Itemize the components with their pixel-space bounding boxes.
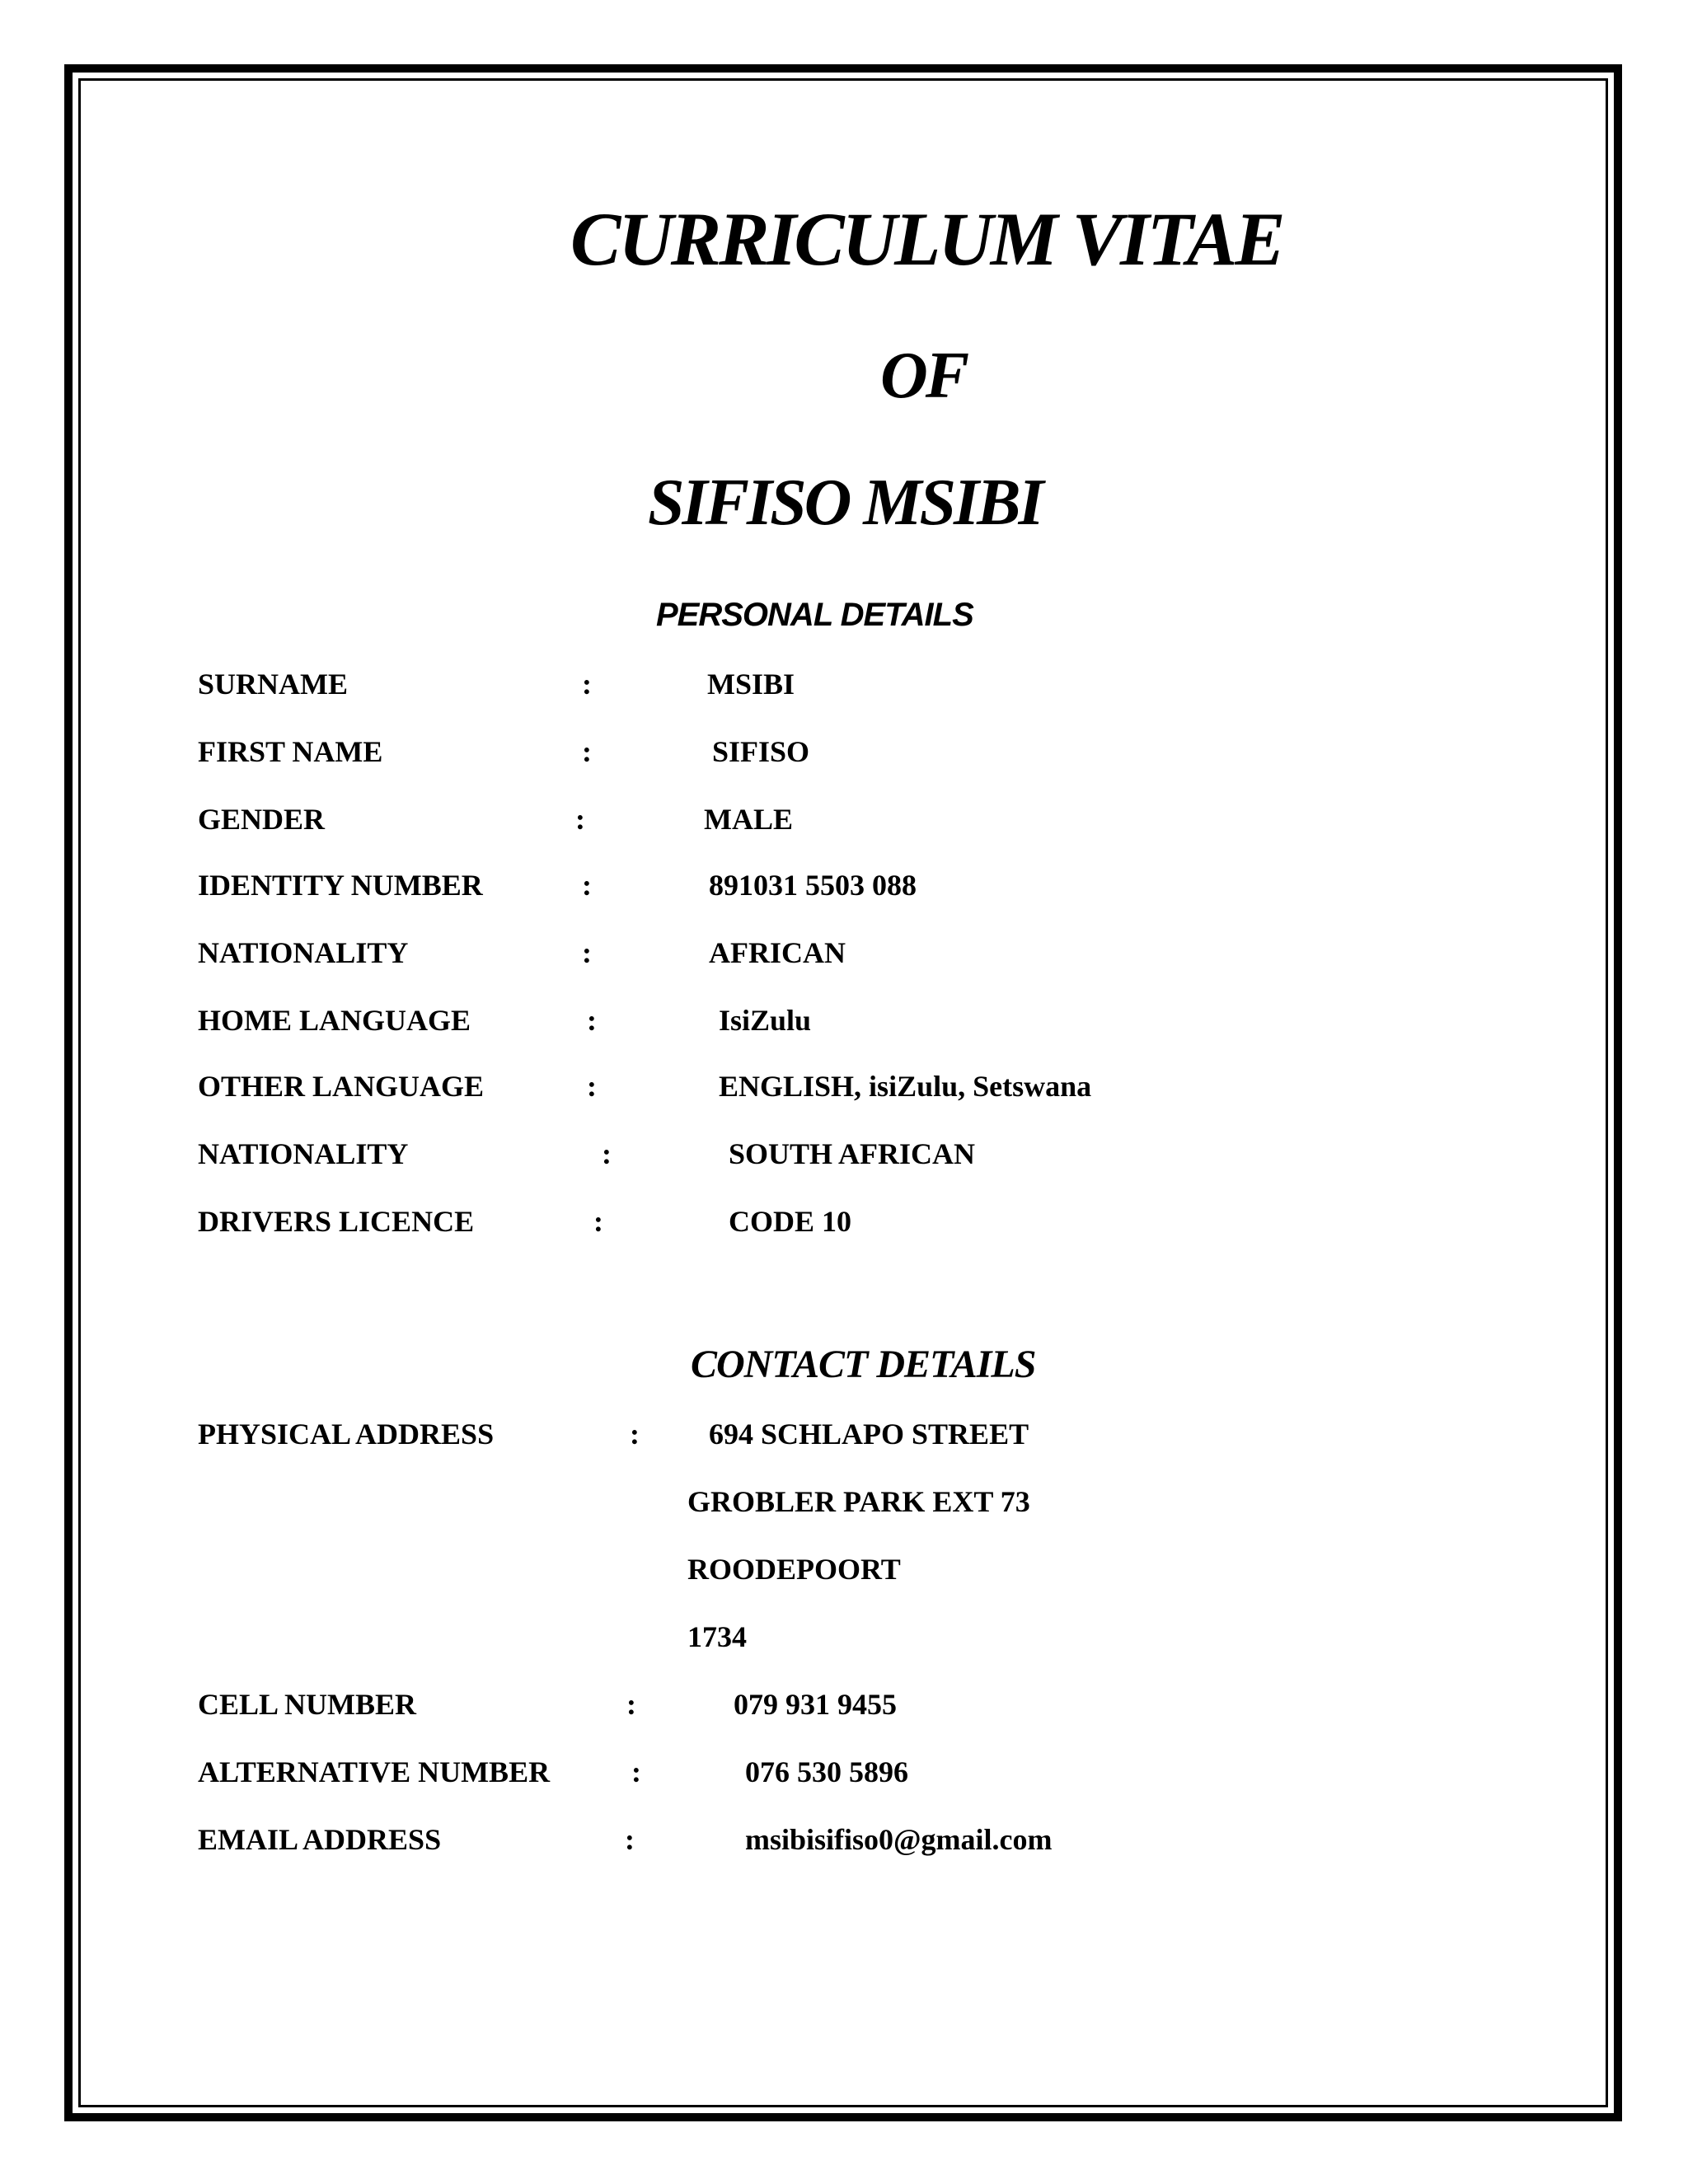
contact-row-physical-address: [0, 1419, 1688, 1460]
detail-colon: :: [602, 1137, 612, 1170]
detail-label: HOME LANGUAGE: [198, 1004, 471, 1037]
contact-colon: :: [625, 1823, 635, 1856]
detail-row-identity-number: [0, 870, 1688, 912]
detail-value: IsiZulu: [719, 1004, 812, 1037]
detail-colon: :: [582, 936, 592, 969]
detail-label: FIRST NAME: [198, 735, 383, 768]
detail-colon: :: [582, 869, 592, 902]
detail-row-surname: [0, 669, 1688, 710]
contact-label: ALTERNATIVE NUMBER: [198, 1755, 551, 1788]
address-line: 694 SCHLAPO STREET: [709, 1418, 1029, 1451]
contact-row-email-address: [0, 1825, 1688, 1866]
contact-value: 076 530 5896: [745, 1755, 908, 1788]
document-title: CURRICULUM VITAE: [570, 197, 1283, 281]
detail-value: ENGLISH, isiZulu, Setswana: [719, 1070, 1092, 1103]
contact-row-address-line-4: [0, 1622, 1688, 1663]
contact-row-cell-number: [0, 1690, 1688, 1731]
detail-colon: :: [582, 668, 592, 701]
detail-row-gender: [0, 804, 1688, 846]
address-line: ROODEPOORT: [687, 1553, 901, 1586]
contact-value: msibisifiso0@gmail.com: [745, 1823, 1053, 1856]
detail-row-other-language: [0, 1071, 1688, 1113]
detail-label: OTHER LANGUAGE: [198, 1070, 485, 1103]
detail-label: DRIVERS LICENCE: [198, 1205, 475, 1238]
detail-label: NATIONALITY: [198, 1137, 409, 1170]
detail-label: IDENTITY NUMBER: [198, 869, 483, 902]
detail-value: MALE: [704, 803, 793, 836]
address-line: GROBLER PARK EXT 73: [687, 1485, 1030, 1518]
contact-label: PHYSICAL ADDRESS: [198, 1418, 495, 1451]
contact-colon: :: [631, 1755, 641, 1788]
contact-colon: :: [626, 1688, 636, 1721]
document-title-name: SIFISO MSIBI: [648, 466, 1042, 539]
detail-value: 891031 5503 088: [709, 869, 917, 902]
detail-value: SOUTH AFRICAN: [729, 1137, 976, 1170]
contact-details-heading: CONTACT DETAILS: [691, 1343, 1036, 1386]
contact-label: CELL NUMBER: [198, 1688, 417, 1721]
contact-row-address-line-3: [0, 1554, 1688, 1596]
detail-label: SURNAME: [198, 668, 349, 701]
contact-row-alternative-number: [0, 1757, 1688, 1798]
detail-colon: :: [587, 1004, 597, 1037]
contact-row-address-line-2: [0, 1487, 1688, 1528]
contact-label: EMAIL ADDRESS: [198, 1823, 442, 1856]
detail-colon: :: [582, 735, 592, 768]
detail-value: MSIBI: [707, 668, 795, 701]
detail-row-nationality-2: [0, 1139, 1688, 1180]
detail-row-first-name: [0, 737, 1688, 778]
detail-label: GENDER: [198, 803, 326, 836]
document-title-of: OF: [880, 340, 968, 412]
detail-row-drivers-licence: [0, 1207, 1688, 1248]
detail-value: SIFISO: [712, 735, 810, 768]
detail-colon: :: [587, 1070, 597, 1103]
detail-value: CODE 10: [729, 1205, 852, 1238]
detail-colon: :: [575, 803, 585, 836]
contact-colon: :: [630, 1418, 640, 1451]
detail-row-nationality: [0, 938, 1688, 979]
contact-value: 079 931 9455: [734, 1688, 897, 1721]
detail-value: AFRICAN: [709, 936, 846, 969]
detail-row-home-language: [0, 1005, 1688, 1047]
detail-colon: :: [593, 1205, 603, 1238]
personal-details-heading: PERSONAL DETAILS: [656, 597, 973, 633]
address-line: 1734: [687, 1620, 747, 1653]
detail-label: NATIONALITY: [198, 936, 409, 969]
